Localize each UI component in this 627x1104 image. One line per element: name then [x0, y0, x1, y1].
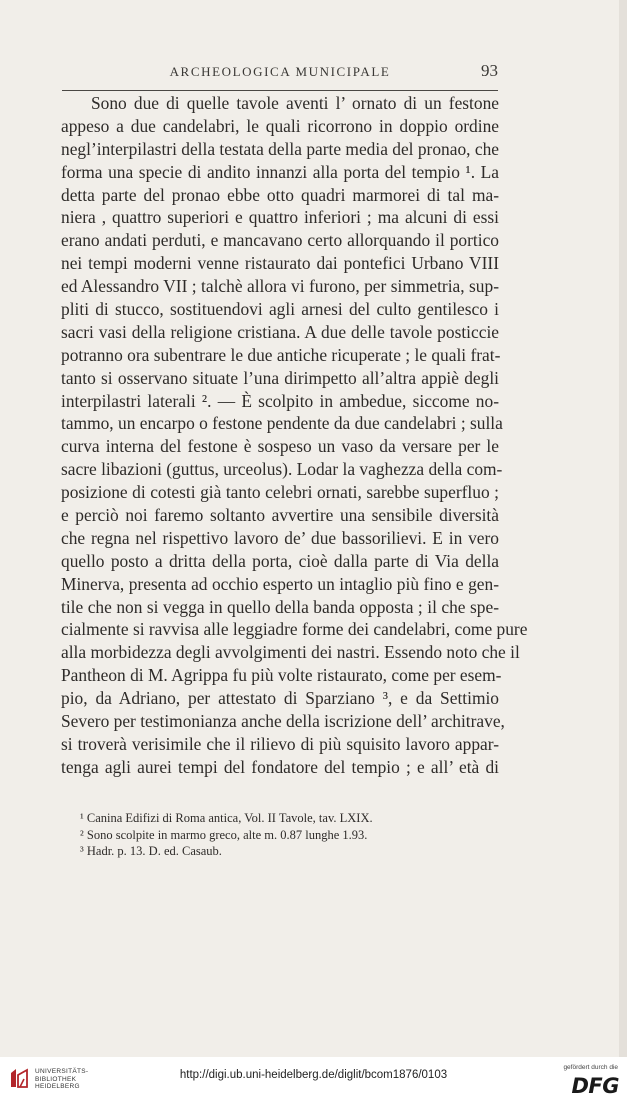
text-line: interpilastri laterali ². — È scolpito in ambedue, siccome no-	[61, 390, 499, 411]
body-text	[61, 92, 528, 779]
text-line: si troverà verisimile che il rilievo di più squisito lavoro appar-	[61, 733, 499, 754]
text-line: negl’interpilastri della testata della parte media del pronao, che	[61, 138, 499, 159]
running-header	[62, 61, 498, 88]
text-line: quello posto a dritta della porta, cioè dalla parte di Via della	[61, 550, 499, 571]
text-line: appeso a due candelabri, le quali ricorrono in doppio ordine	[61, 115, 499, 136]
institution-line-1: UNIVERSITÄTS-	[35, 1068, 89, 1075]
text-line: potranno ora subentrare le due antiche ricuperate ; le quali frat-	[61, 344, 501, 365]
text-line: Minerva, presenta ad occhio esperto un intaglio più fino e gen-	[61, 573, 499, 594]
text-line: pliti di stucco, sostituendovi agli arnesi del culto gentilesco i	[61, 299, 499, 320]
footnote-2: ² Sono scolpite in marmo greco, alte m. 0.87 lunghe 1.93.	[80, 827, 368, 842]
text-line: ed Alessandro VII ; talchè allora vi furono, per simmetria, sup-	[61, 276, 499, 297]
text-line: che regna nel rispettivo lavoro de’ due bassorilievi. E in vero	[61, 527, 499, 548]
text-line: tenga agli aurei tempi del fondatore del tempio ; e all’ età di	[61, 756, 499, 777]
text-line: Pantheon di M. Agrippa fu più volte ristaurato, come per esem-	[61, 665, 502, 686]
dfg-logo: DFG	[571, 1074, 619, 1098]
footnote-1: ¹ Canina Edifizi di Roma antica, Vol. II Tavole, tav. LXIX.	[80, 811, 373, 825]
running-title: ARCHEOLOGICA MUNICIPALE	[169, 64, 391, 79]
text-line: tanto si osservano situate l’una dirimpetto all’altra appiè degli	[61, 367, 499, 388]
header-rule	[62, 90, 498, 91]
text-line: nei tempi moderni venne ristaurato dai pontefici Urbano VIII	[61, 253, 499, 274]
funded-by-label: gefördert durch die	[563, 1064, 618, 1071]
page-number: 93	[481, 61, 498, 80]
text-line: detta parte del pronao ebbe otto quadri marmorei di tal ma-	[61, 184, 499, 205]
text-line: niera , quattro superiori e quattro inferiori ; ma alcuni di essi	[61, 207, 499, 228]
text-line: e perciò noi faremo soltanto avvertire una sensibile diversità	[61, 505, 499, 526]
institution-line-2: BIBLIOTHEK	[35, 1075, 77, 1083]
text-line: tammo, un encarpo o festone pendente da due candelabri ; sulla	[61, 413, 503, 434]
text-line: pio, da Adriano, per attestato di Sparziano ³, e da Settimio	[61, 688, 499, 709]
footnote-3: ³ Hadr. p. 13. D. ed. Casaub.	[80, 844, 222, 859]
viewer-footer	[0, 1057, 627, 1104]
text-line: sacri vasi della religione cristiana. A due delle tavole posticcie	[61, 321, 499, 342]
institution-line-3: HEIDELBERG	[35, 1083, 80, 1091]
permalink-url[interactable]: http://digi.ub.uni-heidelberg.de/diglit/bcom1876/0103	[179, 1069, 448, 1081]
text-line: Severo per testimonianza anche della iscrizione dell’ architrave,	[61, 711, 505, 732]
text-line: posizione di cotesti già tanto celebri ornati, sarebbe superfluo ;	[61, 482, 499, 503]
text-line: tile che non si vegga in quello della banda opposta ; il che spe-	[61, 596, 499, 617]
text-line: erano andati perduti, e mancavano certo allorquando il portico	[61, 230, 499, 251]
footnotes	[80, 810, 500, 860]
text-line: forma una specie di andito innanzi alla porta del tempio ¹. La	[61, 161, 499, 182]
text-line: cialmente si ravvisa alle leggiadre forme dei candelabri, come pure	[61, 619, 528, 640]
text-line: sacre libazioni (guttus, urceolus). Lodar la vaghezza della com-	[61, 459, 503, 480]
text-line: curva interna del festone è sospeso un vaso da versare per le	[61, 436, 499, 457]
text-line: Sono due di quelle tavole aventi l’ ornato di un festone	[91, 93, 499, 113]
text-line: alla morbidezza degli avvolgimenti dei nastri. Essendo noto che il	[61, 642, 520, 663]
